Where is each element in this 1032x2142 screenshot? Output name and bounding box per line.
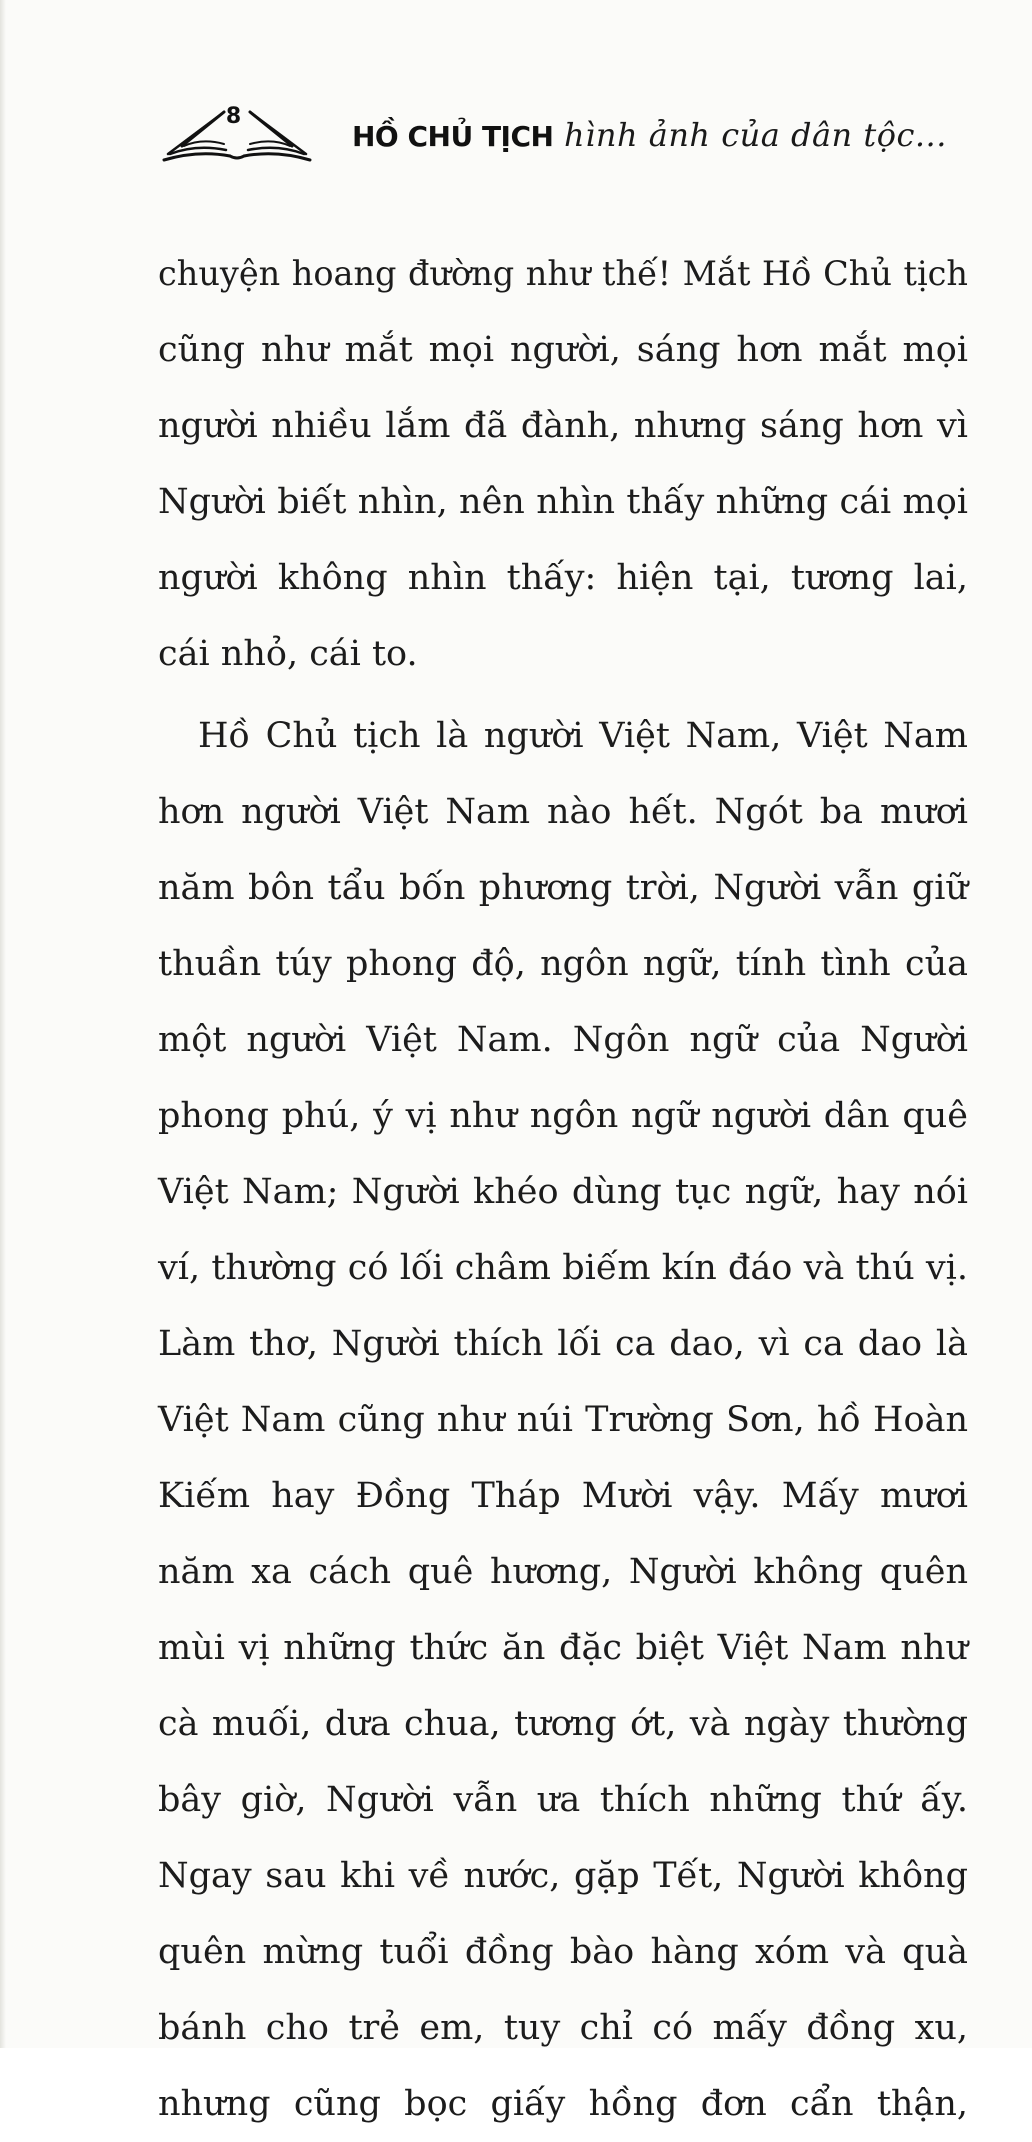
text-line: Hồ Chủ tịch là người Việt Nam, Việt Nam: [198, 716, 968, 756]
page-number: 8: [225, 104, 241, 129]
book-title: HỒ CHỦ TỊCH: [352, 120, 554, 153]
text-line: mùi vị những thức ăn đặc biệt Việt Nam như: [158, 1628, 968, 1668]
text-line: năm xa cách quê hương, Người không quên: [158, 1552, 968, 1592]
text-line: Người biết nhìn, nên nhìn thấy những cái mọi: [158, 482, 968, 522]
text-line: người không nhìn thấy: hiện tại, tương lai,: [158, 558, 968, 598]
text-line: hơn người Việt Nam nào hết. Ngót ba mươi: [158, 792, 968, 832]
text-line: thuần túy phong độ, ngôn ngữ, tính tình của: [158, 944, 968, 984]
text-line: người nhiều lắm đã đành, nhưng sáng hơn vì: [158, 406, 968, 446]
text-line: nhưng cũng bọc giấy hồng đơn cẩn thận,: [158, 2084, 968, 2124]
body-text: [158, 236, 968, 2142]
text-line: năm bôn tẩu bốn phương trời, Người vẫn giữ: [158, 868, 968, 908]
text-line: chuyện hoang đường như thế! Mắt Hồ Chủ tịch: [158, 254, 968, 293]
paragraph-1: [158, 236, 968, 692]
text-line: Làm thơ, Người thích lối ca dao, vì ca dao là: [158, 1324, 968, 1364]
page-edge-shadow: [0, 0, 6, 2048]
text-line: Việt Nam; Người khéo dùng tục ngữ, hay nói: [158, 1172, 968, 1212]
text-line: cà muối, dưa chua, tương ớt, và ngày thường: [158, 1704, 968, 1744]
text-line: ví, thường có lối châm biếm kín đáo và thú vị.: [158, 1248, 968, 1288]
text-line: cũng như mắt mọi người, sáng hơn mắt mọi: [158, 330, 968, 370]
text-line: bây giờ, Người vẫn ưa thích những thứ ấy.: [158, 1780, 968, 1820]
text-line: một người Việt Nam. Ngôn ngữ của Người: [158, 1020, 968, 1060]
book-subtitle: hình ảnh của dân tộc...: [564, 116, 947, 154]
text-line: Việt Nam cũng như núi Trường Sơn, hồ Hoàn: [158, 1400, 968, 1440]
text-line: Kiếm hay Đồng Tháp Mười vậy. Mấy mươi: [158, 1476, 968, 1516]
paragraph-2: [158, 698, 968, 2142]
text-line: phong phú, ý vị như ngôn ngữ người dân quê: [158, 1096, 968, 1136]
text-line: cái nhỏ, cái to.: [158, 634, 418, 674]
running-header: [162, 98, 962, 168]
text-line: quên mừng tuổi đồng bào hàng xóm và quà: [158, 1932, 968, 1972]
text-line: Ngay sau khi về nước, gặp Tết, Người không: [158, 1856, 968, 1896]
text-line: bánh cho trẻ em, tuy chỉ có mấy đồng xu,: [158, 2008, 968, 2048]
